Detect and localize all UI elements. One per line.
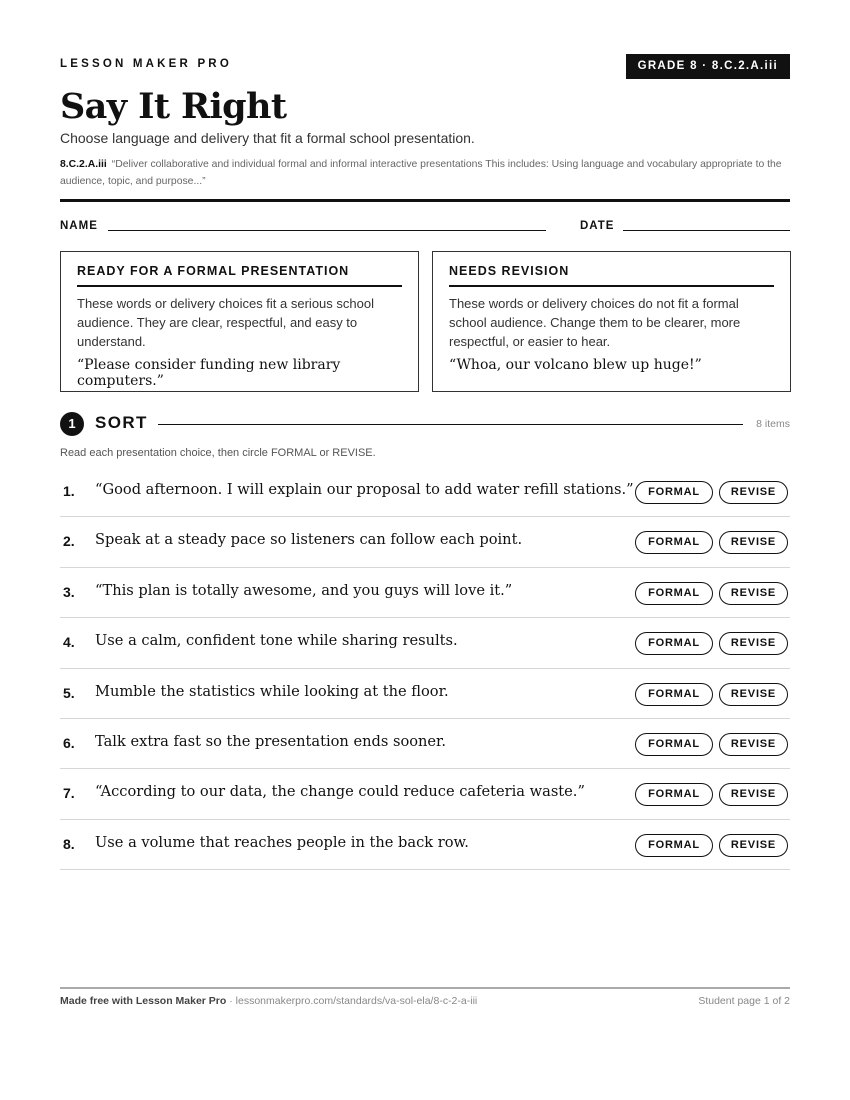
item-number: 5. <box>63 684 75 701</box>
item-number: 3. <box>63 583 75 600</box>
item-text: “This plan is totally awesome, and you guys will love it.” <box>95 581 513 599</box>
formal-choice[interactable]: FORMAL <box>635 632 713 655</box>
section-divider <box>158 424 743 425</box>
box-description: These words or delivery choices fit a serious school audience. They are clear, respectful, and easy to understand. <box>77 296 374 349</box>
name-field[interactable] <box>108 230 546 231</box>
revise-choice[interactable]: REVISE <box>719 733 788 756</box>
list-item <box>60 669 790 719</box>
item-text: Use a volume that reaches people in the back row. <box>95 833 469 851</box>
box-heading: READY FOR A FORMAL PRESENTATION <box>77 264 402 287</box>
item-text: “According to our data, the change could reduce cafeteria waste.” <box>95 783 585 801</box>
formal-choice[interactable]: FORMAL <box>635 733 713 756</box>
revise-choice[interactable]: REVISE <box>719 481 788 504</box>
item-number: 7. <box>63 785 75 802</box>
item-number: 8. <box>63 835 75 852</box>
footer-credit <box>60 995 477 1007</box>
item-number: 1. <box>63 483 75 499</box>
footer-divider <box>60 987 790 989</box>
item-count: 8 items <box>756 418 790 430</box>
footer-made-with: Made free with Lesson Maker Pro <box>60 995 227 1007</box>
header-divider <box>60 199 790 202</box>
footer-url[interactable]: · lessonmakerpro.com/standards/va-sol-ela/8-c-2-a-iii <box>226 995 478 1007</box>
grade-badge: GRADE 8 · 8.C.2.A.iii <box>626 54 790 79</box>
formal-choice[interactable]: FORMAL <box>635 481 713 504</box>
page-subtitle: Choose language and delivery that fit a formal school presentation. <box>60 130 475 146</box>
date-field[interactable] <box>623 230 790 231</box>
revise-choice[interactable]: REVISE <box>719 783 788 806</box>
standard-text: “Deliver collaborative and individual formal and informal interactive presentations This includes: Using language and vocabulary appropriate to the audience, topic, and purpose...” <box>60 159 782 187</box>
box-description: These words or delivery choices do not fit a formal school audience. Change them to be clearer, more respectful, or easier to hear. <box>449 296 741 349</box>
revise-choice[interactable]: REVISE <box>719 683 788 706</box>
list-item <box>60 618 790 668</box>
brand-name: LESSON MAKER PRO <box>60 58 232 70</box>
name-label: NAME <box>60 220 98 232</box>
item-number: 6. <box>63 734 75 751</box>
list-item <box>60 568 790 618</box>
page-indicator: Student page 1 of 2 <box>698 995 790 1007</box>
list-item <box>60 769 790 819</box>
section-instructions: Read each presentation choice, then circle FORMAL or REVISE. <box>60 447 376 459</box>
formal-choice[interactable]: FORMAL <box>635 783 713 806</box>
item-text: Use a calm, confident tone while sharing results. <box>95 632 458 650</box>
item-text: Mumble the statistics while looking at the floor. <box>95 682 449 700</box>
list-item <box>60 820 790 870</box>
formal-choice[interactable]: FORMAL <box>635 582 713 605</box>
list-item <box>60 517 790 567</box>
formal-choice[interactable]: FORMAL <box>635 531 713 554</box>
standard-description <box>60 156 790 190</box>
box-example: “Please consider funding new library computers.” <box>77 357 341 389</box>
section-title: SORT <box>95 413 148 432</box>
revise-choice[interactable]: REVISE <box>719 834 788 857</box>
list-item <box>60 719 790 769</box>
standard-code: 8.C.2.A.iii <box>60 159 107 170</box>
revision-example-box <box>432 251 791 392</box>
revise-choice[interactable]: REVISE <box>719 582 788 605</box>
worksheet-page <box>60 0 790 1100</box>
formal-choice[interactable]: FORMAL <box>635 683 713 706</box>
box-heading: NEEDS REVISION <box>449 264 774 287</box>
sort-item-list <box>60 467 790 870</box>
section-number: 1 <box>60 412 84 436</box>
page-title: Say It Right <box>60 86 287 127</box>
formal-choice[interactable]: FORMAL <box>635 834 713 857</box>
item-text: “Good afternoon. I will explain our proposal to add water refill stations.” <box>95 481 634 498</box>
box-example: “Whoa, our volcano blew up huge!” <box>449 357 702 373</box>
item-text: Talk extra fast so the presentation ends sooner. <box>95 732 447 750</box>
item-text: Speak at a steady pace so listeners can follow each point. <box>95 531 523 549</box>
revise-choice[interactable]: REVISE <box>719 531 788 554</box>
formal-example-box <box>60 251 419 392</box>
item-number: 4. <box>63 634 75 651</box>
item-number: 2. <box>63 533 75 550</box>
date-label: DATE <box>580 220 615 232</box>
list-item <box>60 467 790 517</box>
revise-choice[interactable]: REVISE <box>719 632 788 655</box>
